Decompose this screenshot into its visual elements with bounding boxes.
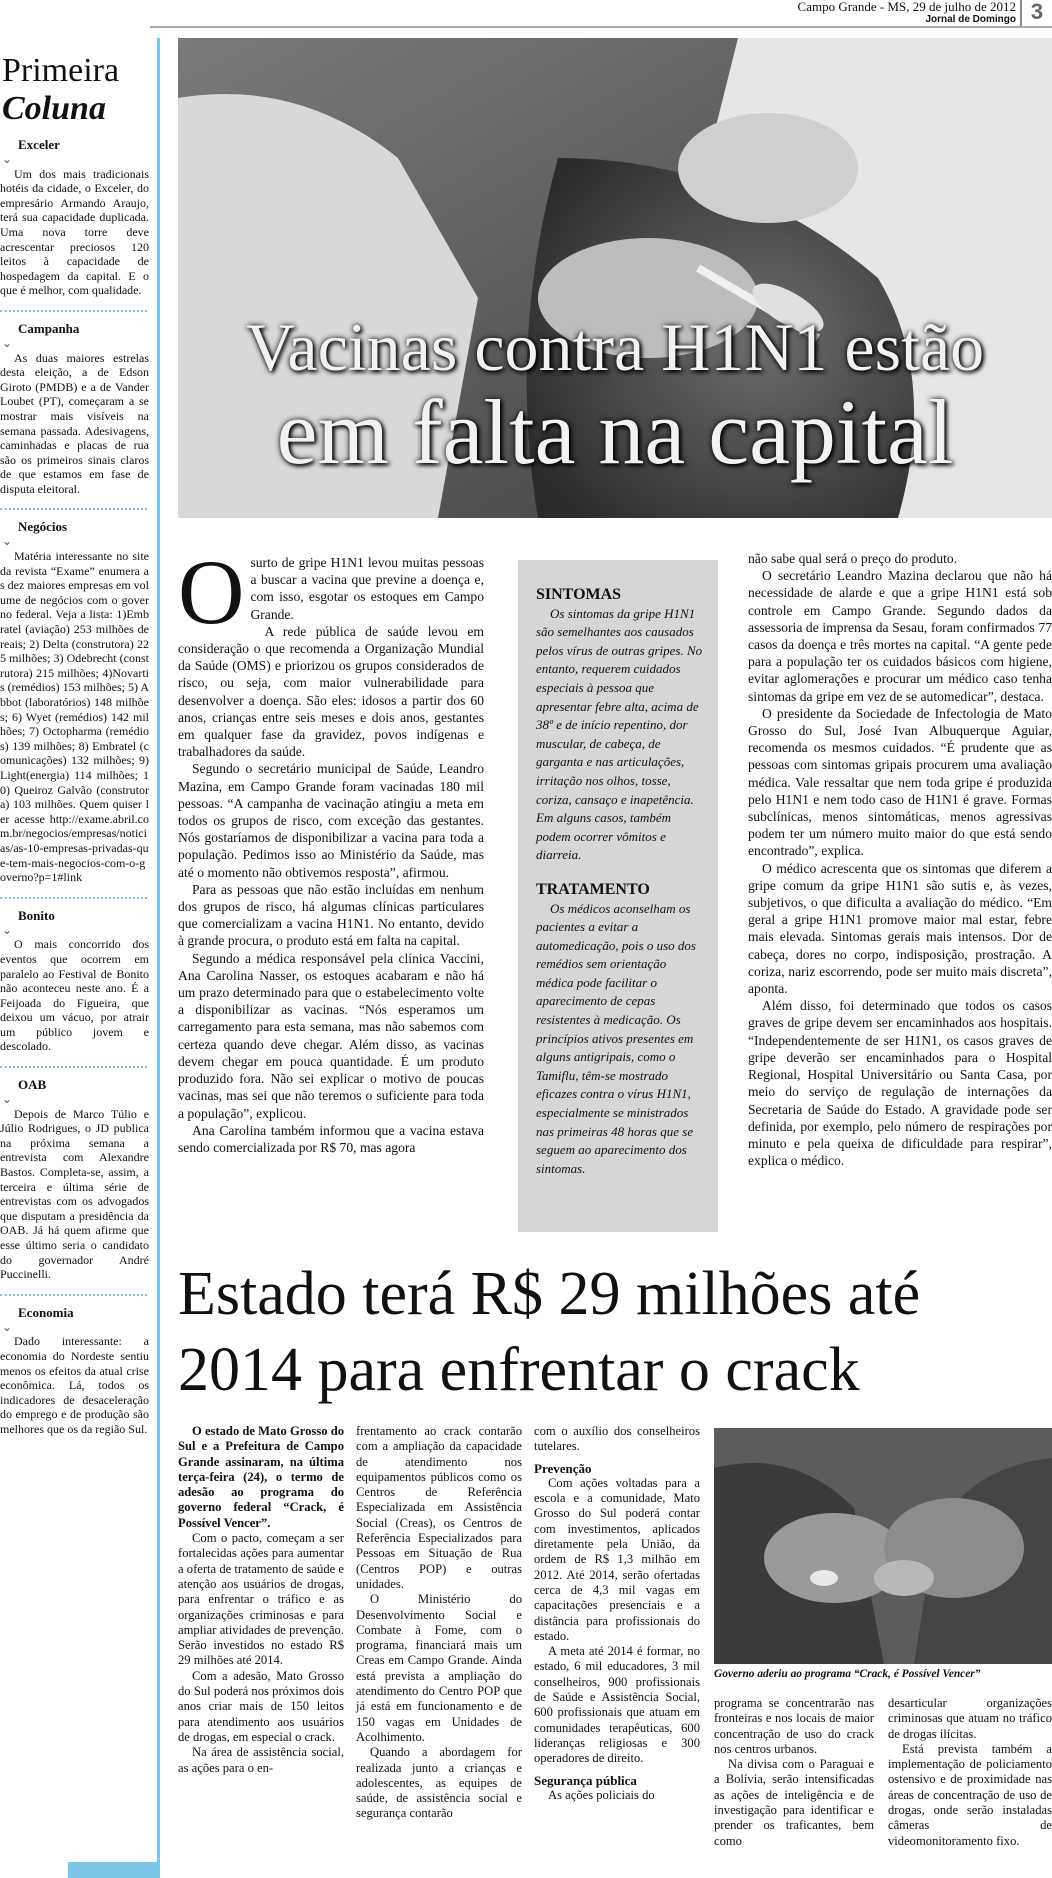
- section-divider: [0, 897, 147, 899]
- main-headline-line1: Vacinas contra H1N1 estão: [245, 309, 985, 385]
- paragraph: Além disso, foi determinado que todos os casos graves de gripe devem ser encaminhados aos hospitais. “Independentemente de ser H1N1, os casos graves de gripe deverão ser encaminhados para o Hospital Regional, Hospital Universitário ou Santa Casa, por meio do serviço de regulação de internações da Secretaria de Saúde do Estado. A gravidade pode ser definida, por exemplo, pelo número de respirações por minuto e pela queixa de dificuldade para respirar”, explica o médico.: [748, 998, 1052, 1169]
- section-title: Bonito: [18, 907, 55, 923]
- paragraph: programa se concentrarão nas fronteiras e nos locais de maior concentração de uso do crack nos centros urbanos.: [714, 1696, 874, 1756]
- paragraph: Com a adesão, Mato Grosso do Sul poderá nos próximos dois anos criar mais de 150 leitos para atendimento aos usuários de drogas, em especial o crack.: [178, 1668, 344, 1744]
- paragraph: As ações policiais do: [548, 1787, 655, 1802]
- section-text: O mais concorrido dos eventos que ocorrem em paralelo ao Festival de Bonito não aconteceu neste ano. É a Feijoada do Figueira, que deixou um vácuo, por atrair um público jovem e descolado.: [0, 937, 149, 1054]
- header-rule: [150, 26, 1052, 28]
- newspaper-name: Jornal de Domingo: [925, 14, 1016, 25]
- section-divider: [0, 508, 147, 510]
- chevron-icon: ⌄: [2, 534, 13, 549]
- section-text: Dado interessante: a economia do Nordeste sentiu menos os efeitos da atual crise econômica. Lá, todos os indicadores de desaceleração do emprego e de produção são melhores que os da região Sul.: [0, 1334, 149, 1436]
- symptoms-sidebar: [518, 560, 718, 1232]
- paragraph: O presidente da Sociedade de Infectologia de Mato Grosso do Sul, José Ivan Albuquerque Aguiar, recomenda os mesmos cuidados. “É prudente que as pessoas com sintomas gripais procurem uma avaliação médica. Vale ressaltar que nem toda gripe é produzida pelo H1N1 e nem todo caso de H1N1 é grave. Formas subclínicas, menos sintomáticas, menos agressivas podem ter um número muito maior do que está sendo encontrado”, explica.: [748, 705, 1052, 859]
- chevron-icon: ⌄: [2, 152, 13, 166]
- section-text: Um dos mais tradicionais hotéis da cidade, o Exceler, do empresário Armando Araujo, terá sua capacidade duplicada. Uma nova torre deve acrescentar preciosos 120 leitos à capacidade de hospedagem da capital. E o que é melhor, com qualidade.: [0, 166, 149, 298]
- paragraph: Ana Carolina também informou que a vacina estava sendo comercializada por R$ 70, mas agora: [178, 1122, 484, 1155]
- column-section: [0, 1306, 153, 1437]
- header-location-date: Campo Grande - MS, 29 de julho de 2012: [797, 0, 1016, 14]
- paragraph: A rede pública de saúde levou em consideração o que recomenda a Organização Mundial da Saúde (OMS) e priorizou os grupos considerados de risco, ou seja, com maior vulnerabilidade para desenvolver a doença. São eles: idosos a partir dos 60 anos, crianças entre seis meses e dois anos, gestantes em qualquer fase da gravidez, povos indígenas e trabalhadores da saúde.: [178, 623, 484, 760]
- section-divider: [0, 310, 147, 312]
- crack-article-column-1: [178, 1424, 344, 1776]
- sidebar-symptoms-text: Os sintomas da gripe H1N1 são semelhantes aos causados pelos vírus de outras gripes. No entanto, requerem cuidados especiais à pessoa que apresentar febre alta, acima de 38º e de início repentino, dor muscular, de cabeça, de garganta e nas articulações, irritação nos olhos, tosse, coriza, cansaço e inapetência.: [536, 605, 703, 807]
- subhead-seguranca: Segurança pública: [534, 1772, 637, 1788]
- crack-article-column-3: [534, 1424, 700, 1803]
- column-title-line1: Primeira: [2, 52, 120, 89]
- chevron-icon: ⌄: [2, 1319, 13, 1334]
- sidebar-title-symptoms: SINTOMAS: [536, 586, 622, 603]
- paragraph: Com o pacto, começam a ser fortalecidas ações para aumentar a oferta de tratamento de saúde e atenção aos usuários de drogas, para enfrentar o tráfico e as organizações criminosas e para ampliar atividades de prevenção. Serão investidos no estado R$ 29 milhões até 2014.: [178, 1531, 344, 1668]
- section-title: Campanha: [18, 320, 80, 336]
- crack-headline-line1: Estado terá R$ 29 milhões até: [178, 1260, 921, 1328]
- section-text: As duas maiores estrelas desta eleição, a de Edson Giroto (PMDB) e a de Vander Loubet (PT), começaram a se mostrar mais visíveis na semana passada. Adesivagens, caminhadas e placas de rua são os primeiros sinais claros de que estamos em fase de disputa eleitoral.: [0, 350, 149, 496]
- chevron-icon: ⌄: [2, 335, 13, 350]
- section-title: Negócios: [18, 519, 68, 535]
- sidebar-symptoms-extra: Em alguns casos, também podem ocorrer vômitos e diarreia.: [536, 810, 672, 863]
- paragraph: não sabe qual será o preço do produto.: [748, 551, 958, 566]
- crack-headline: [178, 1256, 1052, 1408]
- column-footer-bar: [68, 1862, 160, 1878]
- main-article-column-1: [178, 541, 484, 1156]
- paragraph: Na divisa com o Paraguai e a Bolívia, serão intensificadas as ações de inteligência e de investigação para identificar e prender os traficantes, bem como: [714, 1757, 874, 1848]
- paragraph: surto de gripe H1N1 levou muitas pessoas a buscar a vacina que previne a doença e, com isso, esgotar os estoques em Campo Grande.: [250, 555, 484, 622]
- main-article-column-3: [748, 550, 1052, 1169]
- paragraph: Com ações voltadas para a escola e a comunidade, Mato Grosso do Sul poderá contar com investimentos, aplicados diretamente pela União, da ordem de R$ 1,3 milhão em 2012. Até 2014, serão ofertadas cerca de 4,3 mil vagas em capacitações presenciais e a distância para profissionais do estado.: [534, 1475, 700, 1643]
- section-title: Economia: [18, 1304, 74, 1320]
- crack-headline-line2: 2014 para enfrentar o crack: [178, 1336, 860, 1404]
- crack-photo: [714, 1428, 1052, 1664]
- section-title: Exceler: [18, 137, 60, 152]
- primeira-coluna: [0, 38, 160, 1878]
- section-divider: [0, 1294, 147, 1296]
- section-divider: [0, 1066, 147, 1068]
- paragraph: Está prevista também a implementação de policiamento ostensivo e de proximidade nas áreas de concentração de uso de drogas, onde serão instaladas câmeras de videomonitoramento fixo.: [888, 1741, 1052, 1848]
- photo-caption: Governo aderiu ao programa “Crack, é Possível Vencer”: [714, 1668, 981, 1680]
- column-section: [0, 138, 153, 298]
- paragraph: Na área de assistência social, as ações para o en-: [178, 1745, 344, 1775]
- paragraph: Segundo a médica responsável pela clínica Vaccini, Ana Carolina Nasser, os estoques acabaram e não há um prazo determinado para que o estabelecimento volte a disponibilizar as vacinas. “Nós esperamos um carregamento para esta semana, mas não sabemos com certeza quando deve chegar. Além disso, as vacinas devem chegar em pouca quantidade. É um produto produzido fora. Não sei explicar o motivo de poucas vacinas, mas sei que não teremos o suficiente para toda a população”, explicou.: [178, 950, 484, 1121]
- main-headline: [178, 309, 1052, 483]
- column-title-line2: Coluna: [2, 90, 106, 127]
- paragraph: A meta até 2014 é formar, no estado, 6 mil educadores, 3 mil conselheiros, 900 profissionais de Saúde e Assistência Social, 600 profissionais que atuam em comunidades terapêuticas, 600 lideranças religiosas e 300 operadores de direito.: [534, 1644, 700, 1766]
- drop-cap: O: [178, 541, 245, 643]
- crack-col3-intro: com o auxílio dos conselheiros tutelares.: [534, 1424, 700, 1454]
- paragraph: Segundo o secretário municipal de Saúde, Leandro Mazina, em Campo Grande foram vacinadas 180 mil pessoas. “A campanha de vacinação atingiu a meta em todos os grupos de risco, com exceção das gestantes. Nós gostaríamos de disponibilizar a vacina para toda a população. Pedimos isso ao Ministério da Saúde, mas até o momento não obtivemos resposta”, afirmou.: [178, 761, 484, 880]
- paragraph: O secretário Leandro Mazina declarou que não há necessidade de alarde e que a gripe H1N1 está sob controle em Campo Grande. Segundo dados da assessoria de imprensa da Sesau, foram confirmados 77 casos da doença e três mortes na capital. “A gente pede para a população ter os cuidados básicos com higiene, evitar aglomerações e procurar um médico caso tenha sintomas da gripe em vez de se automedicar”, destaca.: [748, 568, 1052, 704]
- sidebar-title-treatment: TRATAMENTO: [536, 880, 650, 898]
- paragraph: O médico acrescenta que os sintomas que diferem a gripe comum da gripe H1N1 são sutis e, às vezes, subjetivos, o que dificulta a avaliação do médico. “Em geral a gripe H1N1 promove maior mal estar, febre mais elevada. Sintomas gerais mais intensos. Dor de cabeça, dores no corpo, indisposição, prostração. A coriza, nariz escorrendo, pode ser muito mais discreta”, aponta.: [748, 860, 1052, 997]
- subhead-prevencao: Prevenção: [534, 1460, 592, 1476]
- column-section: [0, 909, 153, 1054]
- paragraph: Quando a abordagem for realizada junto a crianças e adolescentes, as equipes de saúde, de assistência social e segurança contarão: [356, 1745, 522, 1821]
- column-section: [0, 1078, 153, 1282]
- section-title: OAB: [18, 1077, 47, 1093]
- chevron-icon: ⌄: [2, 922, 13, 937]
- crack-article-column-5: [888, 1696, 1052, 1849]
- paragraph: O Ministério do Desenvolvimento Social e Combate à Fome, com o programa, financiará mais um Creas em Campo Grande. Ainda está prevista a ampliação do atendimento do Centro POP que já está em funcionamento e de 150 vagas em Unidades de Acolhimento.: [356, 1592, 522, 1744]
- main-headline-line2: em falta na capital: [276, 381, 954, 483]
- paragraph: desarticular organizações criminosas que atuam no tráfico de drogas ilícitas.: [888, 1696, 1052, 1741]
- crack-photo-image: [714, 1428, 1052, 1664]
- chevron-icon: ⌄: [2, 1092, 13, 1107]
- crack-lead: O estado de Mato Grosso do Sul e a Prefeitura de Campo Grande assinaram, na última terça-feira (24), o termo de adesão ao programa do governo federal “Crack, é Possível Vencer”.: [178, 1424, 344, 1530]
- crack-article-column-4: [714, 1696, 874, 1849]
- page-number: 3: [1020, 0, 1052, 26]
- paragraph: frentamento ao crack contarão com a ampliação da capacidade de atendimento nos equipamentos públicos como os Centros de Referência Especializada em Assistência Social (Creas), os Centros de Referência Especializados para Pessoas em Situação de Rua (Centros POP) e outras unidades.: [356, 1424, 522, 1591]
- column-title: [2, 52, 157, 128]
- paragraph: Para as pessoas que não estão incluídas em nenhum dos grupos de risco, há algumas clínicas particulares que comercializam a vacina H1N1. No entanto, devido à grande procura, o produto está em falta na capital.: [178, 881, 484, 949]
- column-section: [0, 322, 153, 497]
- column-section: [0, 520, 153, 884]
- sidebar-treatment-text: Os médicos aconselham os pacientes a evitar a automedicação, pois o uso dos remédios sem orientação médica pode facilitar o aparecimento de cepas resistentes à medicação. Os princípios ativos presentes em alguns antigripais, como o Tamiflu, têm-se mostrado eficazes contra o vírus H1N1, especialmente se ministrados nas primeiras 48 horas que se seguem ao aparecimento dos sintomas.: [536, 900, 696, 1176]
- column-sections: [0, 138, 157, 1437]
- crack-article-column-2: [356, 1424, 522, 1822]
- section-text: Matéria interessante no site da revista “Exame” enumera as dez maiores empresas em volume de negócios com o governo federal. Veja a lista: 1)Embratel (aviação) 253 milhões de reais; 2) Delta (construtora) 225 milhões; 3) Odebrecht (construtora) 215 milhões; 4)Novartis (remédios) 153 milhões; 5) Abbot (laboratórios) 148 milhões; 6) Wyet (remédios) 142 milhões; 7) Octopharma (remédios) 139 milhões; 8) Embratel (comunicações) 132 milhões; 9) Light(energia) 114 milhões; 10) Queiroz Galvão (construtora) 103 milhões. Quem quiser ler acesse http://exame.abril.com.br/negocios/empresas/noticias/as-10-empresas-privadas-que-tem-mais-negocios-com-o-governo?p=1#link: [0, 549, 149, 885]
- section-text: Depois de Marco Túlio e Júlio Rodrigues, o JD publica na próxima semana a entrevista com Alexandre Bastos. Completa-se, assim, a terceira e última série de entrevistas com os advogados que disputam a presidência da OAB. Já há quem afirme que esse último seria o candidato do governador André Puccinelli.: [0, 1106, 149, 1282]
